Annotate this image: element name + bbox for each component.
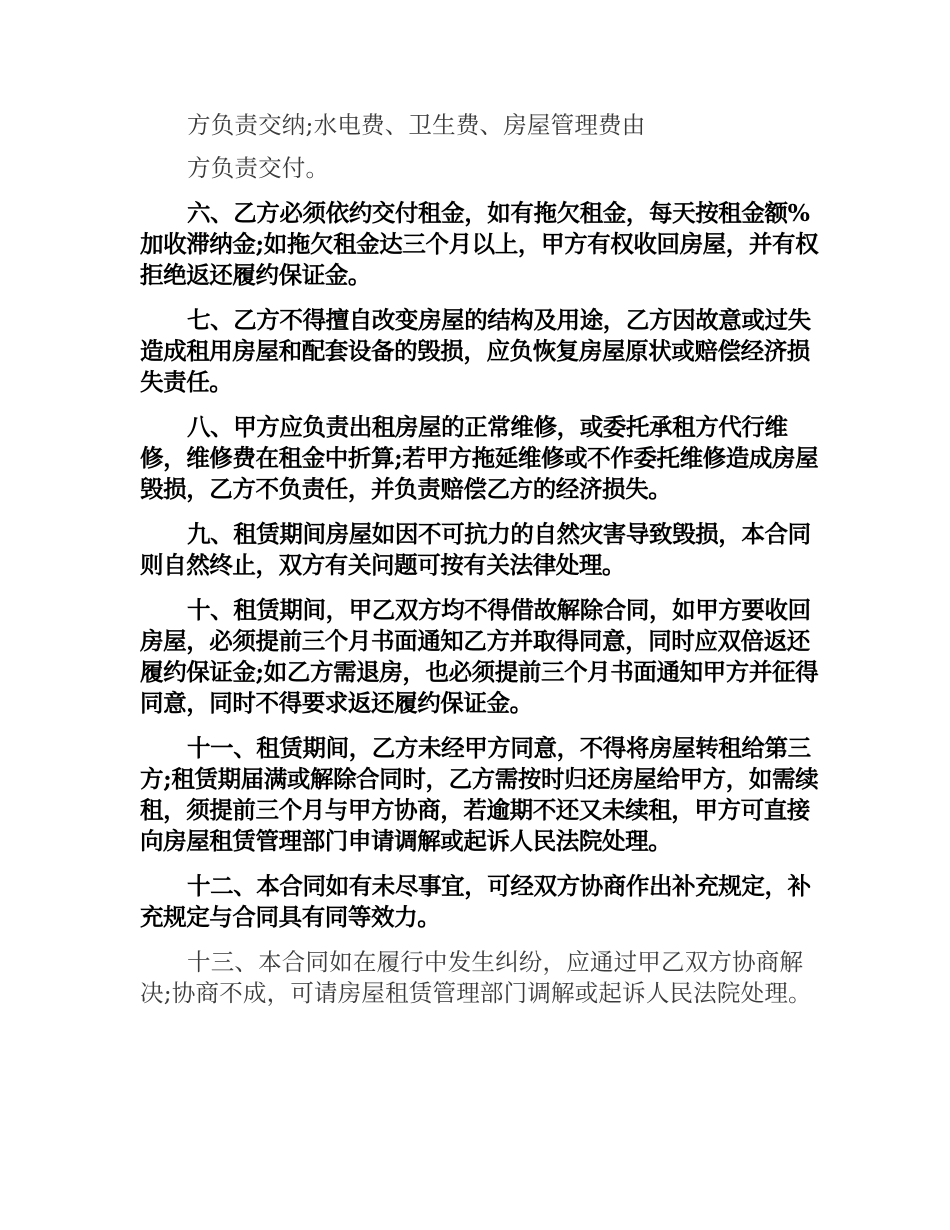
clause-6-late-rent: 六、乙方必须依约交付租金，如有拖欠租金，每天按租金额%加收滞纳金;如拖欠租金达三个月以上，甲方有权收回房屋，并有权拒绝返还履约保证金。 [140,199,819,289]
clause-11-sublease: 十一、租赁期间，乙方未经甲方同意，不得将房屋转租给第三方;租赁期届满或解除合同时，乙方需按时归还房屋给甲方，如需续租，须提前三个月与甲方协商，若逾期不还又未续租，甲方可直接向房屋租赁管理部门申请调解或起诉人民法院处理。 [140,734,819,855]
paragraph-fee-payment: 方负责交纳;水电费、卫生费、房屋管理费由 [187,111,646,139]
clause-9-force-majeure: 九、租赁期间房屋如因不可抗力的自然灾害导致毁损，本合同则自然终止，双方有关问题可按有关法律处理。 [140,520,811,579]
clause-13-dispute: 十三、本合同如在履行中发生纠纷，应通过甲乙双方协商解决;协商不成，可请房屋租赁管理部门调解或起诉人民法院处理。 [140,948,812,1007]
contract-body [140,110,830,1023]
clause-12-supplement: 十二、本合同如有未尽事宜，可经双方协商作出补充规定，补充规定与合同具有同等效力。 [140,872,811,931]
clause-7-structure-change: 七、乙方不得擅自改变房屋的结构及用途，乙方因故意或过失造成租用房屋和配套设备的毁损，应负恢复房屋原状或赔偿经济损失责任。 [140,306,811,396]
paragraph-fee-delivery: 方负责交付。 [187,154,330,182]
clause-8-maintenance: 八、甲方应负责出租房屋的正常维修，或委托承租方代行维修，维修费在租金中折算;若甲方拖延维修或不作委托维修造成房屋毁损，乙方不负责任，并负责赔偿乙方的经济损失。 [140,413,819,503]
clause-10-termination: 十、租赁期间，甲乙双方均不得借故解除合同，如甲方要收回房屋，必须提前三个月书面通知乙方并取得同意，同时应双倍返还履约保证金;如乙方需退房，也必须提前三个月书面通知甲方并征得同意，同时不得要求返还履约保证金。 [140,596,819,717]
